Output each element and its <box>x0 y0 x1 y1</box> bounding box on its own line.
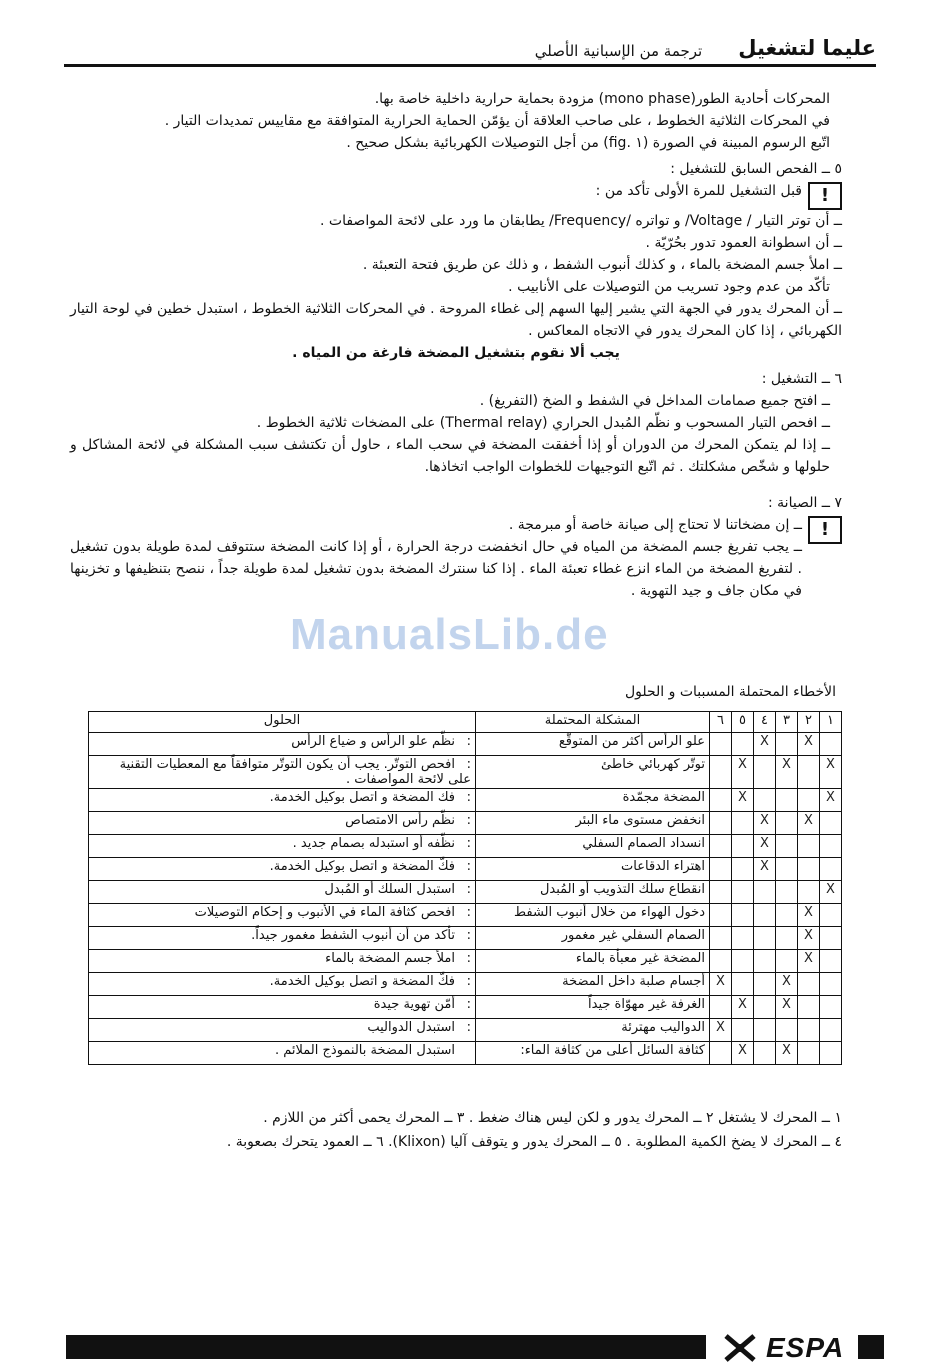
legend-line-1: ١ ــ المحرك لا يشتغل ٢ ــ المحرك يدور و لكن ليس هناك ضغط . ٣ ــ المحرك يحمى أكثر من اللازم . <box>263 1110 842 1126</box>
mark-cell-5: X <box>732 756 754 789</box>
problem-cell <box>476 1042 710 1065</box>
table-row <box>89 996 842 1019</box>
mark-cell-3: X <box>776 996 798 1019</box>
mark-cell-4 <box>754 904 776 927</box>
mark-cell-5 <box>732 812 754 835</box>
column-header-6: ٦ <box>710 712 732 733</box>
mark-cell-4 <box>754 973 776 996</box>
section-7-item: ــ إن مضخاتنا لا تحتاج إلى صيانة خاصة أو مبرمجة . <box>508 517 802 533</box>
mark-cell-3 <box>776 927 798 950</box>
separator: : <box>466 997 471 1012</box>
problem-text: انقطاع سلك التذويب أو المُبدل <box>539 882 705 897</box>
footer-bar <box>66 1335 706 1359</box>
mark-cell-3: X <box>776 756 798 789</box>
mark-cell-4 <box>754 1042 776 1065</box>
problem-cell <box>476 927 710 950</box>
mark-cell-6 <box>710 756 732 789</box>
espa-logo <box>720 1330 844 1366</box>
separator: : <box>466 859 471 874</box>
mark-cell-5 <box>732 835 754 858</box>
solution-cell <box>89 858 476 881</box>
mark-cell-4 <box>754 950 776 973</box>
mark-cell-2 <box>798 1042 820 1065</box>
separator: : <box>466 974 471 989</box>
table-row <box>89 789 842 812</box>
solution-text: استبدل الدواليب <box>367 1020 455 1035</box>
separator: : <box>466 813 471 828</box>
column-header-solution: الحلول <box>89 712 476 733</box>
espa-logo-icon <box>720 1330 760 1366</box>
problem-text: كثافة السائل أعلى من كثافة الماء: <box>520 1043 705 1058</box>
problem-text: انسداد الصمام السفلي <box>582 836 705 851</box>
column-header-5: ٥ <box>732 712 754 733</box>
table-row <box>89 973 842 996</box>
mark-cell-3: X <box>776 1042 798 1065</box>
problem-text: المضخة مجمّدة <box>622 790 705 805</box>
section-6-item: ــ افحص التيار المسحوب و نظّم المُبدل الحراري (Thermal relay) على المضخات ثلاثية الخطوط . <box>256 415 830 431</box>
separator: : <box>466 734 471 749</box>
table-header-row <box>89 712 842 733</box>
solution-cell <box>89 973 476 996</box>
problem-text: علو الرأس أكثر من المتوقّع <box>558 734 705 749</box>
mark-cell-1 <box>820 996 842 1019</box>
watermark: ManualsLib.de <box>290 610 609 659</box>
problem-cell <box>476 756 710 789</box>
mark-cell-6: X <box>710 973 732 996</box>
mark-cell-6 <box>710 812 732 835</box>
section-7-heading: ٧ ــ الصيانة : <box>768 495 842 511</box>
intro-line-2: في المحركات الثلاثية الخطوط ، على صاحب العلاقة أن يؤمّن الحماية الحرارية المتوافقة مع مقاييس تمديدات التيار . <box>164 113 830 129</box>
solution-text: نظّم علو الرأس و ضياع الرأس <box>291 734 455 749</box>
mark-cell-2 <box>798 756 820 789</box>
mark-cell-5: X <box>732 996 754 1019</box>
mark-cell-2 <box>798 881 820 904</box>
section-6-item: ــ إذا لم يتمكن المحرك من الدوران أو إذا أخفقت المضخة في سحب الماء ، حاول أن تكتشف سبب المشكلة في لائحة المشاكل و حلولها و شخّص مشكلتك . ثم اتّبع التوجيهات للخطوات الواجب اتخاذها. <box>70 437 830 475</box>
mark-cell-4: X <box>754 835 776 858</box>
mark-cell-6 <box>710 789 732 812</box>
mark-cell-3 <box>776 904 798 927</box>
mark-cell-5 <box>732 1019 754 1042</box>
problem-cell <box>476 733 710 756</box>
page-header <box>64 28 876 67</box>
mark-cell-4: X <box>754 858 776 881</box>
section-7-item: ــ يجب تفريغ جسم المضخة من المياه في حال انخفضت درجة الحرارة ، أو إذا كانت المضخة ستتوقف لمدة طويلة بدون تشغيل . لتفريغ المضخة من الماء انزع غطاء تعبئة الماء . إذا كنا سنترك المضخة بدون تشغيل لمدة طويلة جداً ، ننصح بتنظيفها و تخزينها في مكان جاف و جيد التهوية . <box>70 539 802 599</box>
solution-cell <box>89 835 476 858</box>
solution-text: فكّ المضخة و اتصل بوكيل الخدمة. <box>269 859 455 874</box>
mark-cell-6 <box>710 858 732 881</box>
section-5-item: ــ أن توتر التيار / Voltage/ و تواتره /Frequency/ يطابقان ما ورد على لائحة المواصفات . <box>320 213 842 229</box>
section-5-item: ــ أن اسطوانة العمود تدور بحُرّيّة . <box>645 235 842 251</box>
problem-cell <box>476 904 710 927</box>
problem-cell <box>476 973 710 996</box>
table-row <box>89 756 842 789</box>
table-row <box>89 733 842 756</box>
mark-cell-2: X <box>798 927 820 950</box>
mark-cell-6 <box>710 904 732 927</box>
fault-table-body <box>89 733 842 1065</box>
legend <box>86 1106 842 1154</box>
problem-text: انخفض مستوى ماء البئر <box>575 813 705 828</box>
mark-cell-2 <box>798 789 820 812</box>
solution-text: افحص كثافة الماء في الأنبوب و إحكام التوصيلات <box>194 905 455 920</box>
solution-cell <box>89 733 476 756</box>
mark-cell-1 <box>820 973 842 996</box>
solution-text: افحص التوتّر. يجب أن يكون التوتّر متوافقاً مع المعطيات التقنية على لائحة المواصفات . <box>119 757 471 787</box>
section-5-warning <box>70 180 842 210</box>
solution-text: نظّفه أو استبدله بصمام جديد . <box>292 836 455 851</box>
solution-cell <box>89 812 476 835</box>
mark-cell-2 <box>798 973 820 996</box>
column-header-problem: المشكلة المحتملة <box>476 712 710 733</box>
separator: : <box>466 1020 471 1035</box>
solution-cell <box>89 789 476 812</box>
mark-cell-1 <box>820 927 842 950</box>
separator: : <box>466 790 471 805</box>
mark-cell-2 <box>798 996 820 1019</box>
problem-text: الدواليب مهترئة <box>621 1020 705 1035</box>
solution-text: املأ جسم المضخة بالماء <box>325 951 455 966</box>
solution-cell <box>89 1019 476 1042</box>
mark-cell-4 <box>754 996 776 1019</box>
mark-cell-4 <box>754 756 776 789</box>
problem-text: المضخة غير معبأة بالماء <box>575 951 705 966</box>
mark-cell-3 <box>776 950 798 973</box>
mark-cell-1: X <box>820 881 842 904</box>
column-header-1: ١ <box>820 712 842 733</box>
problem-cell <box>476 789 710 812</box>
mark-cell-1 <box>820 812 842 835</box>
mark-cell-5 <box>732 973 754 996</box>
column-header-2: ٢ <box>798 712 820 733</box>
legend-line-2: ٤ ــ المحرك لا يضخ الكمية المطلوبة . ٥ ــ المحرك يدور و يتوقف آليا (Klixon). ٦ ــ العمود يتحرك بصعوبة . <box>226 1134 842 1150</box>
solution-cell <box>89 927 476 950</box>
table-row <box>89 1019 842 1042</box>
mark-cell-6: X <box>710 1019 732 1042</box>
solution-text: فك المضخة و اتصل بوكيل الخدمة. <box>269 790 455 805</box>
mark-cell-5 <box>732 733 754 756</box>
mark-cell-6 <box>710 1042 732 1065</box>
table-row <box>89 858 842 881</box>
table-row <box>89 950 842 973</box>
problem-text: الصمام السفلي غير مغمور <box>561 928 705 943</box>
section-5-warning-text: قبل التشغيل للمرة الأولى تأكد من : <box>595 183 802 199</box>
problem-cell <box>476 1019 710 1042</box>
mark-cell-4 <box>754 1019 776 1042</box>
mark-cell-6 <box>710 950 732 973</box>
mark-cell-5 <box>732 881 754 904</box>
mark-cell-3 <box>776 881 798 904</box>
separator: : <box>466 757 471 772</box>
problem-text: اهتراء الدقاعات <box>621 859 705 874</box>
mark-cell-2 <box>798 1019 820 1042</box>
problem-text: الغرفة غير مهوّاة جيداً <box>588 997 705 1012</box>
mark-cell-3: X <box>776 973 798 996</box>
mark-cell-1 <box>820 1042 842 1065</box>
warning-icon: ! <box>808 516 842 544</box>
solution-text: فكّ المضخة و اتصل بوكيل الخدمة. <box>269 974 455 989</box>
mark-cell-5 <box>732 858 754 881</box>
solution-cell <box>89 756 476 789</box>
solution-cell <box>89 996 476 1019</box>
problem-text: توتّر كهربائي خاطئ <box>601 757 705 772</box>
mark-cell-2 <box>798 858 820 881</box>
mark-cell-1: X <box>820 789 842 812</box>
section-6-heading: ٦ ــ التشغيل : <box>761 371 842 387</box>
section-5-item: ــ أن المحرك يدور في الجهة التي يشير إليها السهم إلى غطاء المروحة . في المحركات الثلاثية الخطوط ، استبدل خطين في لوحة التيار الكهربائي ، إذا كان المحرك يدور في الاتجاه المعاكس . <box>70 301 842 339</box>
section-5-bold-note: يجب ألا نقوم بتشغيل المضخة فارغة من المياه . <box>292 345 620 361</box>
problem-cell <box>476 950 710 973</box>
separator: : <box>466 836 471 851</box>
mark-cell-2: X <box>798 812 820 835</box>
mark-cell-4 <box>754 789 776 812</box>
mark-cell-2: X <box>798 950 820 973</box>
mark-cell-5: X <box>732 1042 754 1065</box>
solution-text: تأكد من أن أنبوب الشفط مغمور جيداً. <box>251 928 455 943</box>
section-5-item: ــ املأ جسم المضخة بالماء ، و كذلك أنبوب الشفط ، و ذلك عن طريق فتحة التعبئة . <box>362 257 842 273</box>
mark-cell-1 <box>820 858 842 881</box>
section-7-warning <box>70 514 842 602</box>
mark-cell-6 <box>710 996 732 1019</box>
fault-table <box>88 711 842 1065</box>
mark-cell-1 <box>820 950 842 973</box>
mark-cell-2: X <box>798 904 820 927</box>
problem-text: أجسام صلبة داخل المضخة <box>562 974 705 989</box>
mark-cell-1 <box>820 904 842 927</box>
warning-icon: ! <box>808 182 842 210</box>
table-row <box>89 927 842 950</box>
table-row <box>89 881 842 904</box>
table-row <box>89 812 842 835</box>
mark-cell-3 <box>776 858 798 881</box>
table-row <box>89 904 842 927</box>
separator: : <box>466 905 471 920</box>
body-text <box>70 88 842 602</box>
mark-cell-3 <box>776 733 798 756</box>
mark-cell-5 <box>732 927 754 950</box>
mark-cell-1 <box>820 1019 842 1042</box>
mark-cell-5 <box>732 904 754 927</box>
solution-cell <box>89 1042 476 1065</box>
solution-text: استبدل السلك أو المُبدل <box>324 882 455 897</box>
solution-text: أمّن تهوية جيدة <box>373 997 455 1012</box>
table-row <box>89 1042 842 1065</box>
intro-line-1: المحركات أحادية الطور(mono phase) مزودة بحماية حرارية داخلية خاصة بها. <box>374 91 830 107</box>
mark-cell-5 <box>732 950 754 973</box>
problem-cell <box>476 858 710 881</box>
mark-cell-1: X <box>820 756 842 789</box>
table-title: الأخطاء المحتملة المسببات و الحلول <box>624 684 836 700</box>
mark-cell-2 <box>798 835 820 858</box>
mark-cell-5: X <box>732 789 754 812</box>
problem-cell <box>476 996 710 1019</box>
solution-text: استبدل المضخة بالنموذج الملائم . <box>275 1043 455 1058</box>
solution-cell <box>89 881 476 904</box>
problem-text: دخول الهواء من خلال أنبوب الشفط <box>514 905 705 920</box>
mark-cell-6 <box>710 835 732 858</box>
mark-cell-4 <box>754 927 776 950</box>
table-row <box>89 835 842 858</box>
solution-cell <box>89 904 476 927</box>
section-5-item: تأكّد من عدم وجود تسريب من التوصيلات على الأنابيب . <box>508 279 830 295</box>
problem-cell <box>476 881 710 904</box>
mark-cell-2: X <box>798 733 820 756</box>
mark-cell-4 <box>754 881 776 904</box>
mark-cell-1 <box>820 835 842 858</box>
column-header-4: ٤ <box>754 712 776 733</box>
intro-line-3: اتّبع الرسوم المبينة في الصورة (١ .fig) من أجل التوصيلات الكهربائية بشكل صحيح . <box>346 135 830 151</box>
problem-cell <box>476 812 710 835</box>
mark-cell-1 <box>820 733 842 756</box>
mark-cell-4: X <box>754 733 776 756</box>
header-title: عليما لتشغيل <box>738 36 876 60</box>
problem-cell <box>476 835 710 858</box>
mark-cell-3 <box>776 835 798 858</box>
mark-cell-3 <box>776 812 798 835</box>
solution-text: نظّم رأس الامتصاص <box>345 813 455 828</box>
section-5-heading: ٥ ــ الفحص السابق للتشغيل : <box>670 161 842 177</box>
solution-cell <box>89 950 476 973</box>
section-6-item: ــ افتح جميع صمامات المداخل في الشفط و الضخ (التفريغ) . <box>479 393 830 409</box>
logo-text: ESPA <box>766 1332 845 1363</box>
mark-cell-4: X <box>754 812 776 835</box>
separator: : <box>466 951 471 966</box>
footer-bar-right <box>858 1335 884 1359</box>
mark-cell-3 <box>776 789 798 812</box>
mark-cell-6 <box>710 733 732 756</box>
separator: : <box>466 928 471 943</box>
mark-cell-6 <box>710 881 732 904</box>
mark-cell-6 <box>710 927 732 950</box>
header-subtitle: ترجمة من الإسبانية الأصلي <box>534 42 703 60</box>
column-header-3: ٣ <box>776 712 798 733</box>
mark-cell-3 <box>776 1019 798 1042</box>
separator: : <box>466 882 471 897</box>
